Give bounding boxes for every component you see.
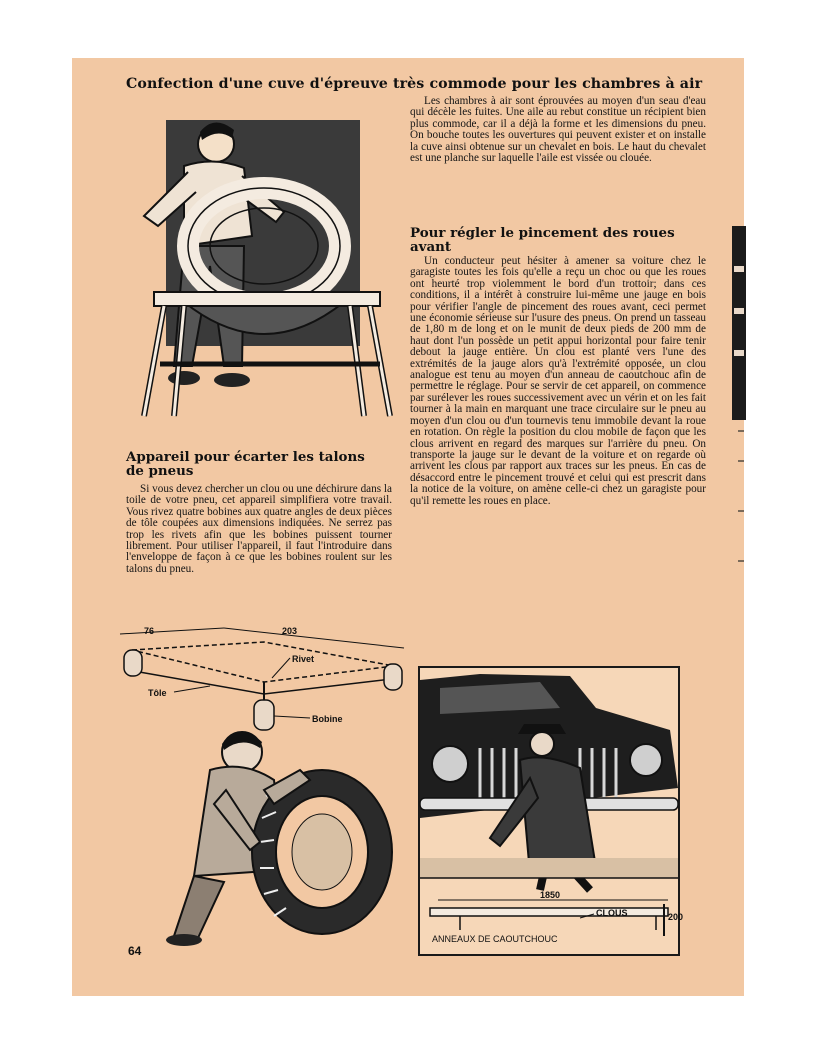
page-number: 64 — [128, 944, 142, 958]
pincement-body: Un conducteur peut hésiter à amener sa voiture chez le garagiste toutes les fois qu'elle a reçu un choc ou que les roues ont heurté trop violemment le bord d'un trottoir; dans ces conditions, il a intérêt à construire lui-même une jauge en bois pour vérifier l'angle de pincement des roues avant, ceci permet une économie sérieuse sur l'usure des pneus. On prend un tasseau de 1,80 m de long et on le munit de deux pieds de 200 mm de haut dont l'un possède un petit appui horizontal pour faire tenir debout la jauge entière. Un clou est planté vers l'une des extrémités de la jauge alors qu'à l'extrémité opposée, un clou analogue est tenu au moyen d'un anneau de caoutchouc afin de permettre le réglage. Pour se servir de cet appareil, on commence par surélever les roues successivement avec un vérin et on les fait tourner à la main en marquant une trace circulaire sur le pneu au moyen d'un clou ou d'un tournevis tenu immobile devant la roue en rotation. On règle la position du clou mobile de façon que les clous arrivent en regard des marques sur l'arrière du pneu. On transporte la jauge sur le devant de la voiture et on regarde où arrivent les clous par rapport aux traces sur les pneus. En cas de désaccord entre le pincement trouvé et celui qui est prescrit dans la notice de la voiture, on amène celle-ci chez un garagiste pour qu'il remette les roues en place. — [410, 255, 706, 507]
clous-label: CLOUS — [596, 908, 628, 918]
article-title: Confection d'une cuve d'épreuve très commode pour les chambres à air — [126, 76, 703, 92]
talons-heading: Appareil pour écarter les talons de pneus — [126, 449, 365, 479]
dim-203-label: 203 — [282, 626, 298, 636]
toe-gauge-drawing — [420, 668, 684, 954]
toe-gauge-illustration — [418, 666, 684, 956]
dim-200-label: 200 — [668, 912, 684, 922]
anneaux-label: ANNEAUX DE CAOUTCHOUC — [432, 934, 558, 944]
dim-1850-label: 1850 — [540, 890, 561, 900]
binding-strip — [732, 226, 746, 420]
intro-paragraph: Les chambres à air sont éprouvées au moyen d'un seau d'eau qui décèle les fuites. Une aile au rebut constitue un récipient bien plus commode, car il a déjà la forme et les dimensions du pneu. On bouche toutes les ouvertures qui peuvent exister et on installe la cuve ainsi obtenue sur un chevalet en bois. Le haut du chevalet est une planche sur laquelle l'aile est vissée ou clouée. — [410, 95, 706, 165]
spreader-drawing — [114, 620, 414, 952]
bobine-label: Bobine — [312, 714, 343, 724]
talons-body: Si vous devez chercher un clou ou une déchirure dans la toile de votre pneu, cet appareil simplifiera votre travail. Vous rivez quatre bobines aux quatre angles de deux pièces de tôle coupées aux dimensions indiquées. Ne serrez pas trop les rivets afin que les bobines puissent tourner librement. Pour utiliser l'appareil, il faut l'introduire dans l'enveloppe de façon à ce que les bobines roulent sur les talons du pneu. — [126, 483, 392, 575]
fender-tank-drawing — [114, 116, 404, 434]
margin-marks — [738, 420, 746, 580]
pincement-heading: Pour régler le pincement des roues avant — [410, 225, 675, 255]
rivet-label: Rivet — [292, 654, 315, 664]
fender-tank-illustration — [114, 116, 404, 434]
spreader-illustration — [114, 620, 414, 952]
magazine-page — [72, 58, 744, 996]
tole-label: Tôle — [148, 688, 167, 698]
dim-76-label: 76 — [144, 626, 155, 636]
